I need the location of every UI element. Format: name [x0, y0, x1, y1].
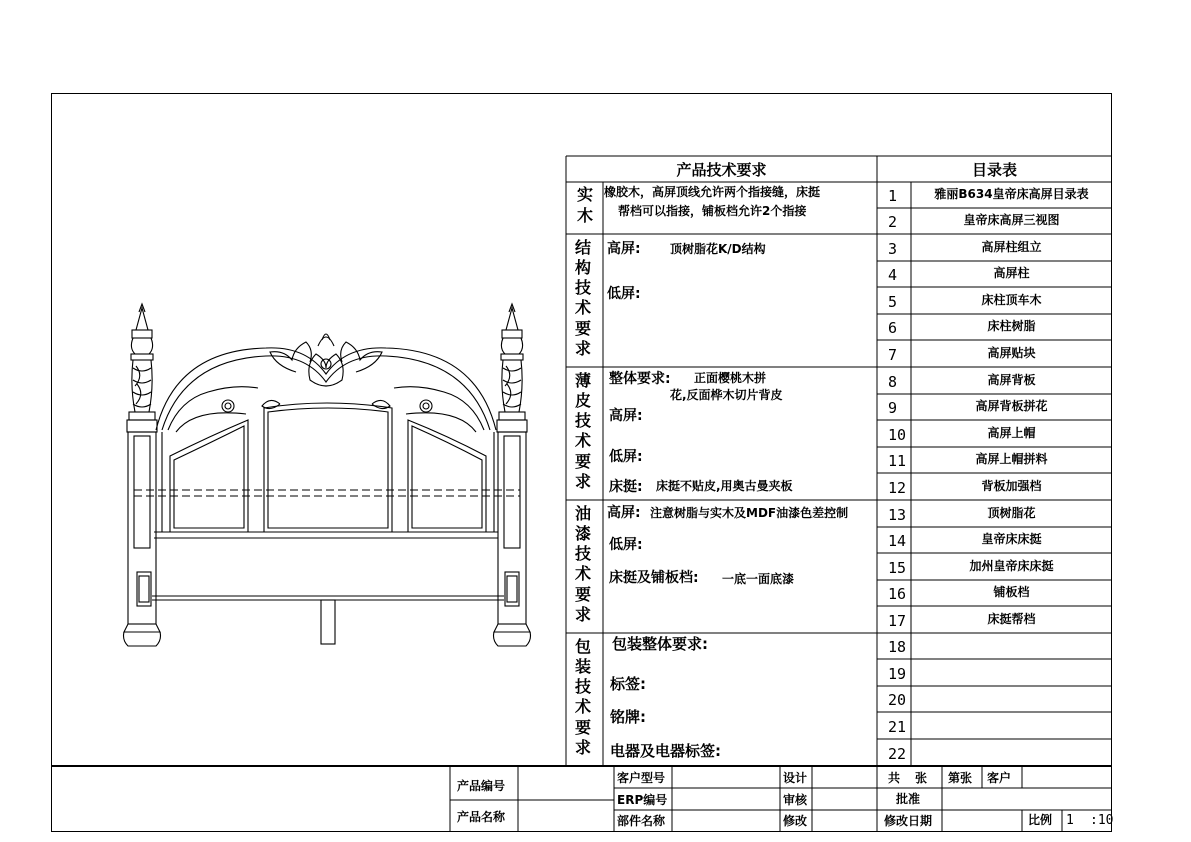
tb-review-label: 审核	[783, 793, 808, 807]
catalog-row-number: 5	[888, 292, 898, 311]
tb-modify-date-label: 修改日期	[884, 814, 933, 828]
tb-total-label: 共	[888, 771, 901, 785]
tb-scale-b: :10	[1090, 813, 1114, 828]
package-overall-key: 包装整体要求:	[612, 635, 708, 653]
wood-line-1: 橡胶木，高屏顶线允许两个指接缝，床挺	[604, 185, 821, 199]
catalog-row-number: 12	[888, 478, 907, 497]
catalog-row-name: 高屏背板	[987, 372, 1036, 387]
structure-high-text: 顶树脂花K/D结构	[670, 242, 766, 256]
catalog-row-name: 雅丽B634皇帝床高屏目录表	[934, 187, 1089, 201]
tb-part-name-label: 部件名称	[617, 814, 666, 828]
catalog-row-name: 床柱树脂	[987, 319, 1036, 333]
paint-rail-text: 一底一面底漆	[722, 572, 795, 586]
tb-modify-label: 修改	[783, 814, 808, 828]
catalog-row-number: 7	[888, 345, 898, 364]
paint-low-key: 低屏:	[609, 537, 643, 553]
bed-rail-dashed	[134, 490, 520, 496]
catalog-row-name: 高屏上帽	[987, 425, 1036, 440]
veneer-overall-key: 整体要求:	[609, 371, 671, 387]
catalog-row-name: 床挺帮档	[987, 611, 1036, 626]
catalog-row-number: 9	[888, 399, 898, 417]
section-label-wood: 实 木	[576, 185, 593, 226]
headboard-drawing	[120, 295, 560, 655]
paint-rail-key: 床挺及铺板档:	[609, 570, 699, 586]
catalog-row-name: 顶树脂花	[987, 505, 1036, 520]
tb-product-no-label: 产品编号	[457, 779, 506, 793]
veneer-rail-text: 床挺不贴皮,用奥古曼夹板	[656, 479, 793, 493]
catalog-row-name: 高屏贴块	[987, 345, 1036, 360]
section-label-veneer: 薄 皮 技 术 要 求	[574, 371, 591, 491]
catalog-row-name: 高屏柱	[993, 266, 1030, 280]
catalog-row-name: 铺板档	[993, 585, 1030, 599]
catalog-row-number: 8	[888, 372, 898, 391]
paint-high-key: 高屏:	[607, 505, 641, 521]
section-label-structure: 结 构 技 术 要 求	[574, 238, 591, 358]
structure-high-key: 高屏:	[607, 241, 641, 257]
catalog-row-number: 13	[888, 505, 907, 524]
catalog-row-name: 床柱顶车木	[981, 292, 1042, 307]
wood-line-2: 帮档可以指接，铺板档允许2个指接	[618, 204, 807, 218]
catalog-row-name: 加州皇帝床床挺	[969, 558, 1054, 573]
tb-sheets-label: 张	[915, 771, 928, 785]
catalog-row-number: 4	[888, 266, 898, 284]
section-label-package: 包 装 技 术 要 求	[574, 637, 591, 757]
package-label-key: 标签:	[610, 675, 646, 693]
right-post	[494, 304, 531, 646]
catalog-row-number: 2	[888, 213, 898, 231]
tb-sheet-no-label: 第张	[948, 771, 973, 785]
catalog-row-number: 21	[888, 717, 907, 736]
catalog-row-name: 高屏上帽拼料	[975, 452, 1048, 466]
tb-design-label: 设计	[783, 771, 808, 785]
catalog-row-number: 20	[888, 691, 907, 709]
catalog-row-number: 17	[888, 611, 907, 630]
veneer-low-key: 低屏:	[609, 449, 643, 465]
catalog-row-number: 6	[888, 319, 898, 337]
tb-customer-label: 客户	[987, 771, 1012, 785]
catalog-row-number: 19	[888, 664, 907, 683]
catalog-header: 目录表	[971, 161, 1017, 179]
catalog-row-number: 3	[888, 239, 898, 258]
catalog-row-number: 14	[888, 532, 907, 550]
veneer-overall-text2: 花,反面桦木切片背皮	[670, 388, 783, 402]
catalog-row-name: 高屏柱组立	[981, 239, 1042, 254]
catalog-row-number: 22	[888, 744, 907, 763]
headboard-crown	[156, 334, 496, 432]
veneer-high-key: 高屏:	[609, 408, 643, 424]
catalog-row-name: 皇帝床高屏三视图	[963, 213, 1060, 227]
headboard-panels	[154, 403, 498, 538]
tb-approve-label: 批准	[896, 792, 921, 806]
catalog-row-name: 背板加强档	[981, 478, 1042, 493]
catalog-row-number: 15	[888, 558, 907, 577]
tb-customer-model-label: 客户型号	[617, 771, 666, 785]
tb-scale-a: 1	[1066, 813, 1074, 828]
catalog-row-number: 10	[888, 425, 907, 444]
tb-erp-label: ERP编号	[617, 793, 668, 807]
catalog-row-name: 皇帝床床挺	[981, 532, 1042, 546]
catalog-row-number: 11	[888, 452, 907, 470]
section-label-paint: 油 漆 技 术 要 求	[574, 504, 591, 624]
catalog-row-name: 高屏背板拼花	[975, 399, 1048, 413]
catalog-row-number: 16	[888, 585, 907, 603]
paint-high-text: 注意树脂与实木及MDF油漆色差控制	[650, 506, 849, 520]
tb-scale-label: 比例	[1028, 813, 1053, 827]
package-nameplate-key: 铭牌:	[610, 708, 646, 726]
tb-product-name-label: 产品名称	[457, 810, 506, 824]
left-post	[124, 304, 161, 646]
catalog-row-number: 1	[888, 187, 898, 205]
package-electric-key: 电器及电器标签:	[610, 742, 721, 760]
lower-rail	[152, 596, 504, 644]
veneer-rail-key: 床挺:	[609, 479, 643, 495]
structure-low-key: 低屏:	[607, 286, 641, 302]
veneer-overall-text: 正面樱桃木拼	[694, 371, 767, 385]
tech-header: 产品技术要求	[676, 161, 767, 179]
catalog-row-number: 18	[888, 638, 907, 656]
